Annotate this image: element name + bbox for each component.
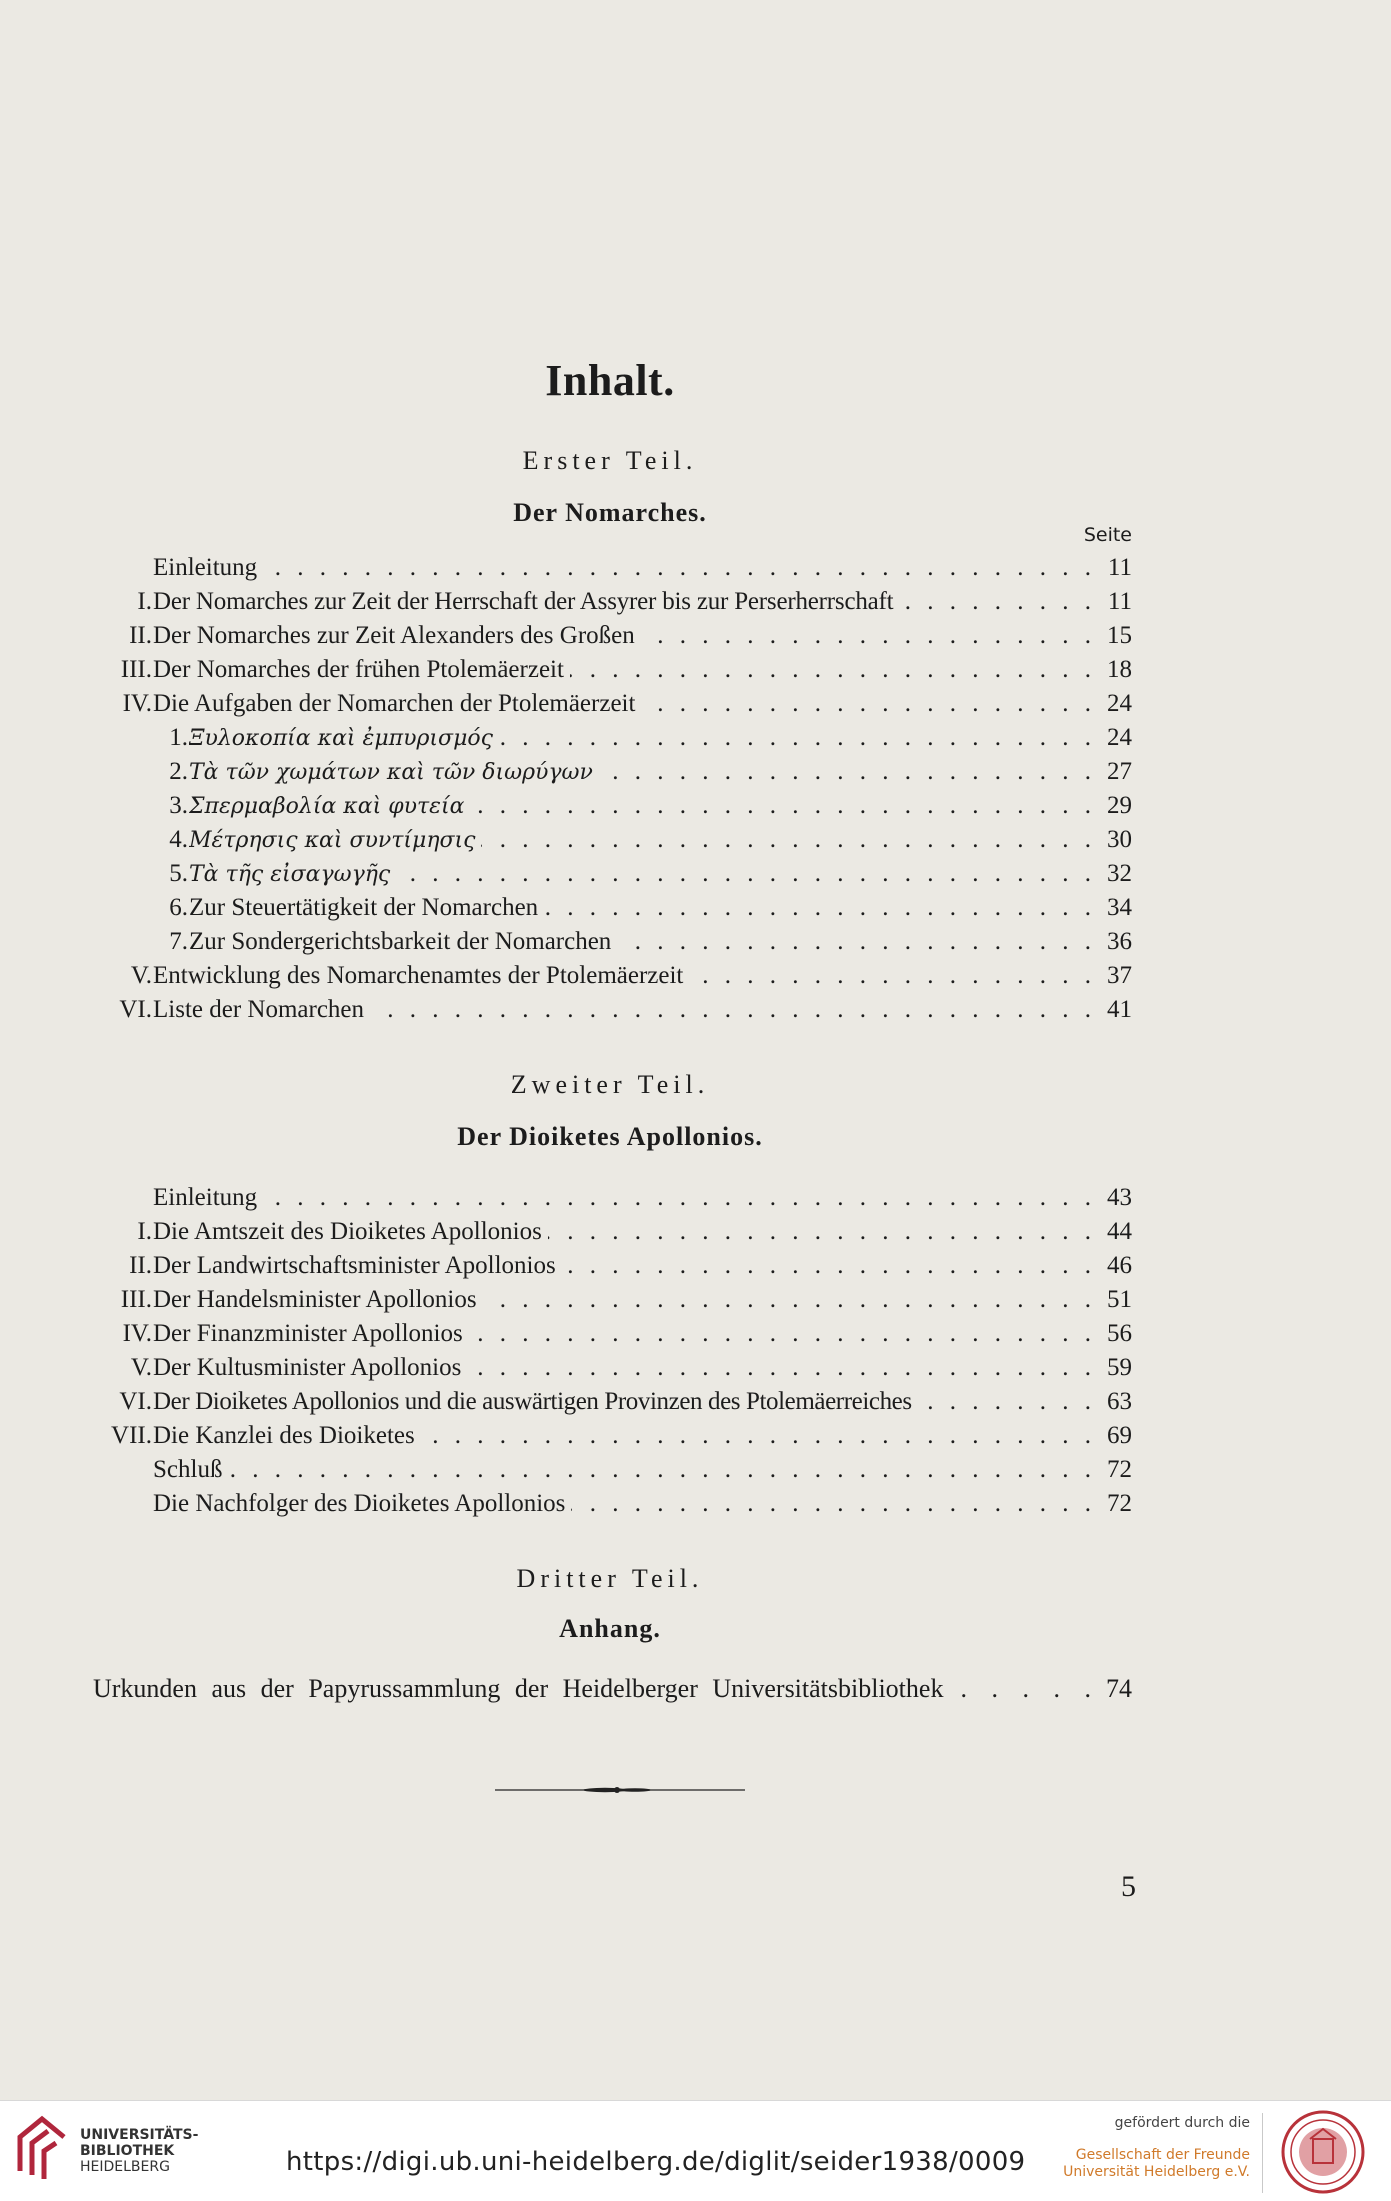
entry-title: Der Nomarches zur Zeit Alexanders des Großen bbox=[153, 622, 641, 649]
page-number: 5 bbox=[1121, 1870, 1136, 1903]
entry-title: Der Finanzminister Apollonios bbox=[153, 1320, 469, 1347]
entry-number: 5. bbox=[169, 860, 188, 887]
sponsor-block[interactable] bbox=[1050, 2113, 1250, 2181]
sponsor-name: Gesellschaft der Freunde bbox=[1075, 2147, 1250, 2163]
toc-subentry bbox=[0, 789, 1391, 823]
entry-title: Μέτρησις καὶ συντίμησις bbox=[189, 828, 481, 853]
entry-number: I. bbox=[137, 1218, 152, 1245]
toc-entry bbox=[0, 619, 1391, 653]
entry-title: Der Nomarches zur Zeit der Herrschaft der Assyrer bis zur Perserherrschaft bbox=[153, 588, 894, 615]
entry-number: II. bbox=[129, 1252, 152, 1279]
library-line: HEIDELBERG bbox=[80, 2159, 170, 2175]
toc-entry bbox=[0, 1487, 1391, 1521]
footer-divider bbox=[1262, 2113, 1263, 2193]
toc-entry bbox=[0, 1317, 1391, 1351]
toc-entry bbox=[0, 1385, 1391, 1419]
entry-number: 2. bbox=[169, 758, 188, 785]
entry-page: 46 bbox=[1107, 1252, 1132, 1279]
entry-title: Der Kultusminister Apollonios bbox=[153, 1354, 467, 1381]
ub-logo-icon[interactable] bbox=[12, 2111, 72, 2187]
entry-page: 24 bbox=[1107, 724, 1132, 751]
entry-title: Die Kanzlei des Dioiketes bbox=[153, 1422, 421, 1449]
entry-page: 11 bbox=[1107, 588, 1132, 615]
entry-title: Der Nomarches der frühen Ptolemäerzeit bbox=[153, 656, 570, 683]
entry-page: 11 bbox=[1107, 554, 1132, 581]
toc-subentry bbox=[0, 721, 1391, 755]
entry-title: Der Dioiketes Apollonios und die auswärtigen Provinzen des Ptolemäerreiches bbox=[153, 1388, 912, 1415]
entry-page: 63 bbox=[1107, 1388, 1132, 1415]
part1-subheading: Der Nomarches. bbox=[513, 498, 707, 527]
entry-page: 72 bbox=[1107, 1490, 1132, 1517]
toc-entry bbox=[0, 1419, 1391, 1453]
toc-subentry bbox=[0, 755, 1391, 789]
seite-label: Seite bbox=[1083, 524, 1132, 546]
entry-title: Einleitung bbox=[153, 554, 263, 581]
toc-entry bbox=[0, 1453, 1391, 1487]
entry-number: VII. bbox=[111, 1422, 152, 1449]
entry-page: 59 bbox=[1107, 1354, 1132, 1381]
toc-entry bbox=[0, 993, 1391, 1027]
entry-number: IV. bbox=[122, 690, 152, 717]
entry-number: 3. bbox=[169, 792, 188, 819]
entry-number: VI. bbox=[119, 1388, 152, 1415]
library-name[interactable] bbox=[80, 2127, 198, 2175]
part1-heading: Erster Teil. bbox=[522, 446, 698, 475]
toc-entry bbox=[0, 959, 1391, 993]
entry-title: Liste der Nomarchen bbox=[153, 996, 370, 1023]
sponsor-name: Universität Heidelberg e.V. bbox=[1063, 2164, 1250, 2180]
toc-subentry bbox=[0, 823, 1391, 857]
entry-page: 56 bbox=[1107, 1320, 1132, 1347]
entry-page: 18 bbox=[1107, 656, 1132, 683]
toc-entry bbox=[0, 1283, 1391, 1317]
entry-title: Σπερμαβολία καὶ φυτεία bbox=[189, 794, 470, 819]
entry-page: 69 bbox=[1107, 1422, 1132, 1449]
entry-number: 7. bbox=[169, 928, 188, 955]
entry-number: I. bbox=[137, 588, 152, 615]
entry-title: Die Amtszeit des Dioiketes Apollonios bbox=[153, 1218, 548, 1245]
entry-title: Die Aufgaben der Nomarchen der Ptolemäerzeit bbox=[153, 690, 641, 717]
toc-entry bbox=[0, 585, 1391, 619]
entry-number: III. bbox=[120, 1286, 152, 1313]
entry-page: 29 bbox=[1107, 792, 1132, 819]
library-line: UNIVERSITÄTS- bbox=[80, 2127, 199, 2143]
entry-title: Τὰ τῶν χωμάτων καὶ τῶν διωρύγων bbox=[189, 760, 599, 785]
toc-entry bbox=[0, 687, 1391, 721]
toc-entry bbox=[0, 1181, 1391, 1215]
library-line: BIBLIOTHEK bbox=[80, 2143, 175, 2159]
part2-heading: Zweiter Teil. bbox=[510, 1070, 710, 1099]
sponsor-label: gefördert durch die bbox=[1114, 2115, 1250, 2131]
part3-heading: Dritter Teil. bbox=[516, 1564, 704, 1593]
part3-subheading: Anhang. bbox=[559, 1614, 661, 1643]
toc-entry bbox=[0, 1672, 1391, 1706]
entry-title: Der Landwirtschaftsminister Apollonios bbox=[153, 1252, 562, 1279]
toc-entry bbox=[0, 1249, 1391, 1283]
entry-title: Urkunden aus der Papyrussammlung der Heidelberger Universitätsbibliothek bbox=[93, 1674, 949, 1703]
entry-title: Ξυλοκοπία καὶ ἐμπυρισμός bbox=[189, 726, 499, 751]
entry-page: 74 bbox=[1106, 1674, 1132, 1703]
toc-entry bbox=[0, 551, 1391, 585]
entry-page: 44 bbox=[1107, 1218, 1132, 1245]
entry-title: Entwicklung des Nomarchenamtes der Ptolemäerzeit bbox=[153, 962, 689, 989]
entry-page: 34 bbox=[1107, 894, 1132, 921]
entry-page: 24 bbox=[1107, 690, 1132, 717]
entry-title: Der Handelsminister Apollonios bbox=[153, 1286, 483, 1313]
entry-number: 4. bbox=[169, 826, 188, 853]
entry-page: 27 bbox=[1107, 758, 1132, 785]
entry-title: Die Nachfolger des Dioiketes Apollonios bbox=[153, 1490, 571, 1517]
permalink-url[interactable]: https://digi.ub.uni-heidelberg.de/diglit/seider1938/0009 bbox=[286, 2147, 1026, 2177]
entry-page: 15 bbox=[1107, 622, 1132, 649]
entry-page: 36 bbox=[1107, 928, 1132, 955]
entry-title: Τὰ τῆς εἰσαγωγῆς bbox=[189, 862, 396, 887]
page-title: Inhalt. bbox=[545, 356, 675, 405]
entry-title: Einleitung bbox=[153, 1184, 263, 1211]
toc-subentry bbox=[0, 925, 1391, 959]
entry-number: 6. bbox=[169, 894, 188, 921]
entry-number: V. bbox=[130, 1354, 152, 1381]
toc-subentry bbox=[0, 891, 1391, 925]
toc-entry bbox=[0, 653, 1391, 687]
entry-page: 37 bbox=[1107, 962, 1132, 989]
footer-bar bbox=[0, 2100, 1391, 2201]
entry-number: V. bbox=[130, 962, 152, 989]
entry-page: 30 bbox=[1107, 826, 1132, 853]
entry-number: IV. bbox=[122, 1320, 152, 1347]
entry-page: 43 bbox=[1107, 1184, 1132, 1211]
toc-entry bbox=[0, 1215, 1391, 1249]
ornament-rule bbox=[495, 1782, 745, 1798]
toc-subentry bbox=[0, 857, 1391, 891]
university-seal-icon bbox=[1280, 2109, 1366, 2195]
entry-number: III. bbox=[120, 656, 152, 683]
entry-title: Zur Steuertätigkeit der Nomarchen bbox=[189, 894, 544, 921]
entry-number: 1. bbox=[169, 724, 188, 751]
entry-title: Schluß bbox=[153, 1456, 228, 1483]
entry-page: 72 bbox=[1107, 1456, 1132, 1483]
toc-entry bbox=[0, 1351, 1391, 1385]
entry-page: 51 bbox=[1107, 1286, 1132, 1313]
entry-number: II. bbox=[129, 622, 152, 649]
entry-page: 41 bbox=[1107, 996, 1132, 1023]
entry-page: 32 bbox=[1107, 860, 1132, 887]
entry-number: VI. bbox=[119, 996, 152, 1023]
entry-title: Zur Sondergerichtsbarkeit der Nomarchen bbox=[189, 928, 617, 955]
part2-subheading: Der Dioiketes Apollonios. bbox=[457, 1122, 763, 1151]
